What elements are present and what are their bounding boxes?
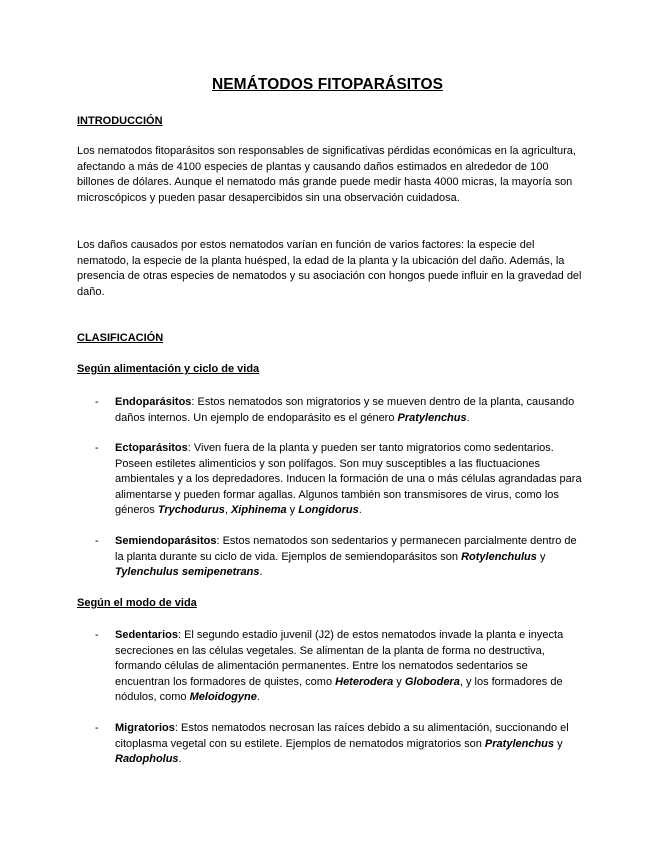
genus-pratylenchus: Pratylenchus [397, 411, 467, 424]
term-semiendoparasitos: Semiendoparásitos [115, 535, 217, 547]
bullet-marker: - [95, 442, 99, 454]
genus-tylenchulus: Tylenchulus semipenetrans [115, 566, 260, 578]
mig-text: : Estos nematodos necrosan las raíces debido a su alimentación, succionando el citoplasma vegetal con su estilete. Ejemplos de nematodos migratorios son [115, 722, 569, 750]
genus-trychodurus: Trychodurus [157, 504, 225, 516]
sed-text: : El segundo estadio juvenil (J2) de estos nematodos invade la planta e inyecta secreciones en las células vegetales. Se alimentan de la planta de forma no destructiva, formando células de alimentación permanentes. Entre los nematodos sedentarios se encuentran los formadores de quistes, como [115, 629, 564, 688]
ecto-sep-1: , [224, 504, 231, 516]
subheading-feeding: Según alimentación y ciclo de vida [77, 363, 260, 375]
genus-rotylenchulus: Rotylenchulus [461, 550, 537, 563]
list-item-semiendoparasites [115, 534, 585, 581]
bullet-marker: - [95, 396, 99, 408]
genus-longidorus: Longidorus [298, 504, 359, 516]
bullet-marker: - [95, 535, 99, 547]
ecto-text: : Viven fuera de la planta y pueden ser tanto migratorios como sedentarios. Poseen estiletes alimenticios y son polífagos. Son muy susceptibles a las fluctuaciones ambientales y a los depredadores. Inducen la formación de una o más células agrandadas para alimentarse y pueden formar agallas. Algunos también son transmisores de virus, como los géneros [115, 442, 582, 516]
list-item-endoparasites [115, 395, 585, 426]
ecto-sep-2: y [286, 504, 299, 516]
subheading-lifestyle: Según el modo de vida [77, 597, 197, 609]
genus-globodera: Globodera [404, 675, 460, 688]
sed-end: . [256, 691, 260, 703]
bullet-marker: - [95, 722, 99, 734]
genus-radopholus: Radopholus [115, 753, 179, 765]
list-item-migratory [115, 721, 585, 768]
term-endoparasitos: Endoparásitos [115, 396, 192, 408]
mig-end: . [178, 753, 182, 765]
genus-heterodera: Heterodera [335, 675, 394, 688]
intro-heading: INTRODUCCIÓN [77, 115, 163, 127]
term-ectoparasitos: Ectoparásitos [115, 442, 188, 454]
list-item-sedentary [115, 628, 585, 706]
genus-pratylenchus-2: Pratylenchus [484, 737, 555, 750]
list-item-ectoparasites [115, 441, 585, 519]
ecto-end: . [358, 504, 362, 516]
genus-meloidogyne: Meloidogyne [189, 691, 257, 703]
sed-mid: , y los formadores de nódulos, como [115, 675, 563, 703]
intro-paragraph-2: Los daños causados por estos nematodos varían en función de varios factores: la especie del nematodo, la especie de la planta huésped, la edad de la planta y la ubicación del daño. Además, la presencia de otras especies de nematodos y su asociación con hongos puede influir en la gravedad del daño. [77, 239, 582, 298]
bullet-marker: - [95, 629, 99, 641]
endo-text: : Estos nematodos son migratorios y se mueven dentro de la planta, causando daños internos. Un ejemplo de endoparásito es el género [115, 396, 575, 424]
mig-sep-1: y [554, 737, 563, 750]
classification-heading: CLASIFICACIÓN [77, 332, 164, 344]
semi-end: . [259, 566, 263, 578]
semi-text: : Estos nematodos son sedentarios y permanecen parcialmente dentro de la planta durante su ciclo de vida. Ejemplos de semiendoparásitos son [115, 535, 577, 563]
intro-paragraph-1: Los nematodos fitoparásitos son responsables de significativas pérdidas económicas en la agricultura, afectando a más de 4100 especies de plantas y causando daños estimados en alrededor de 100 billones de dólares. Aunque el nematodo más grande puede medir hasta 4000 micras, la mayoría son microscópicos y pueden pasar desapercibidos sin una observación cuidadosa. [77, 145, 576, 204]
semi-sep-1: y [536, 550, 546, 563]
genus-xiphinema: Xiphinema [230, 504, 287, 516]
document-title: NEMÁTODOS FITOPARÁSITOS [211, 76, 444, 93]
term-sedentarios: Sedentarios [115, 629, 178, 641]
endo-end: . [466, 411, 470, 424]
term-migratorios: Migratorios [115, 722, 175, 734]
sed-sep-1: y [393, 675, 405, 688]
